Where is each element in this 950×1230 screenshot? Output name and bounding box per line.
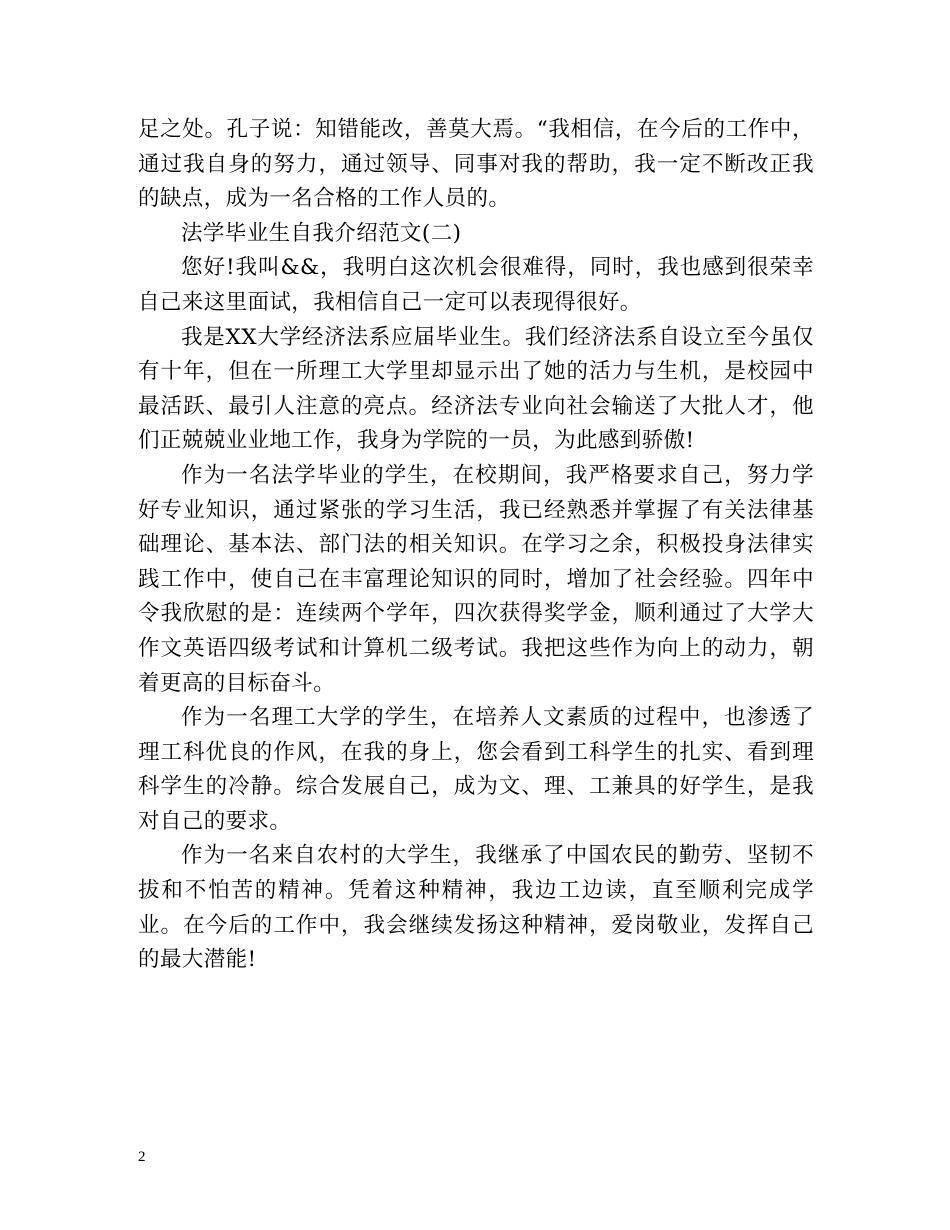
paragraph-background: 作为一名来自农村的大学生，我继承了中国农民的勤劳、坚韧不拔和不怕苦的精神。凭着这种精神，我边工边读，直至顺利完成学业。在今后的工作中，我会继续发扬这种精神，爱岗敬业，发挥自己的最大潜能! — [138, 843, 814, 973]
paragraph-greeting: 您好!我叫&&，我明白这次机会很难得，同时，我也感到很荣幸自己来这里面试，我相信自己一定可以表现得很好。 — [138, 255, 814, 315]
paragraph-closing-continuation: 足之处。孔子说：知错能改，善莫大焉。“我相信，在今后的工作中，通过我自身的努力，通过领导、同事对我的帮助，我一定不断改正我的缺点，成为一名合格的工作人员的。 — [138, 117, 814, 212]
section-heading: 法学毕业生自我介绍范文(二) — [181, 220, 462, 246]
paragraph-studies: 作为一名法学毕业的学生，在校期间，我严格要求自己，努力学好专业知识，通过紧张的学习生活，我已经熟悉并掌握了有关法律基础理论、基本法、部门法的相关知识。在学习之余，积极投身法律实践工作中，使自己在丰富理论知识的同时，增加了社会经验。四年中令我欣慰的是：连续两个学年，四次获得奖学金，顺利通过了大学大作文英语四级考试和计算机二级考试。我把这些作为向上的动力，朝着更高的目标奋斗。 — [138, 462, 814, 696]
paragraph-department: 我是XX大学经济法系应届毕业生。我们经济法系自设立至今虽仅有十年，但在一所理工大学里却显示出了她的活力与生机，是校园中最活跃、最引人注意的亮点。经济法专业向社会输送了大批人才，他们正兢兢业业地工作，我身为学院的一员，为此感到骄傲! — [138, 324, 814, 454]
paragraph-qualities: 作为一名理工大学的学生，在培养人文素质的过程中，也渗透了理工科优良的作风，在我的身上，您会看到工科学生的扎实、看到理科学生的冷静。综合发展自己，成为文、理、工兼具的好学生，是我对自己的要求。 — [138, 705, 814, 834]
page-number: 2 — [138, 1149, 146, 1165]
document-body — [138, 113, 814, 978]
